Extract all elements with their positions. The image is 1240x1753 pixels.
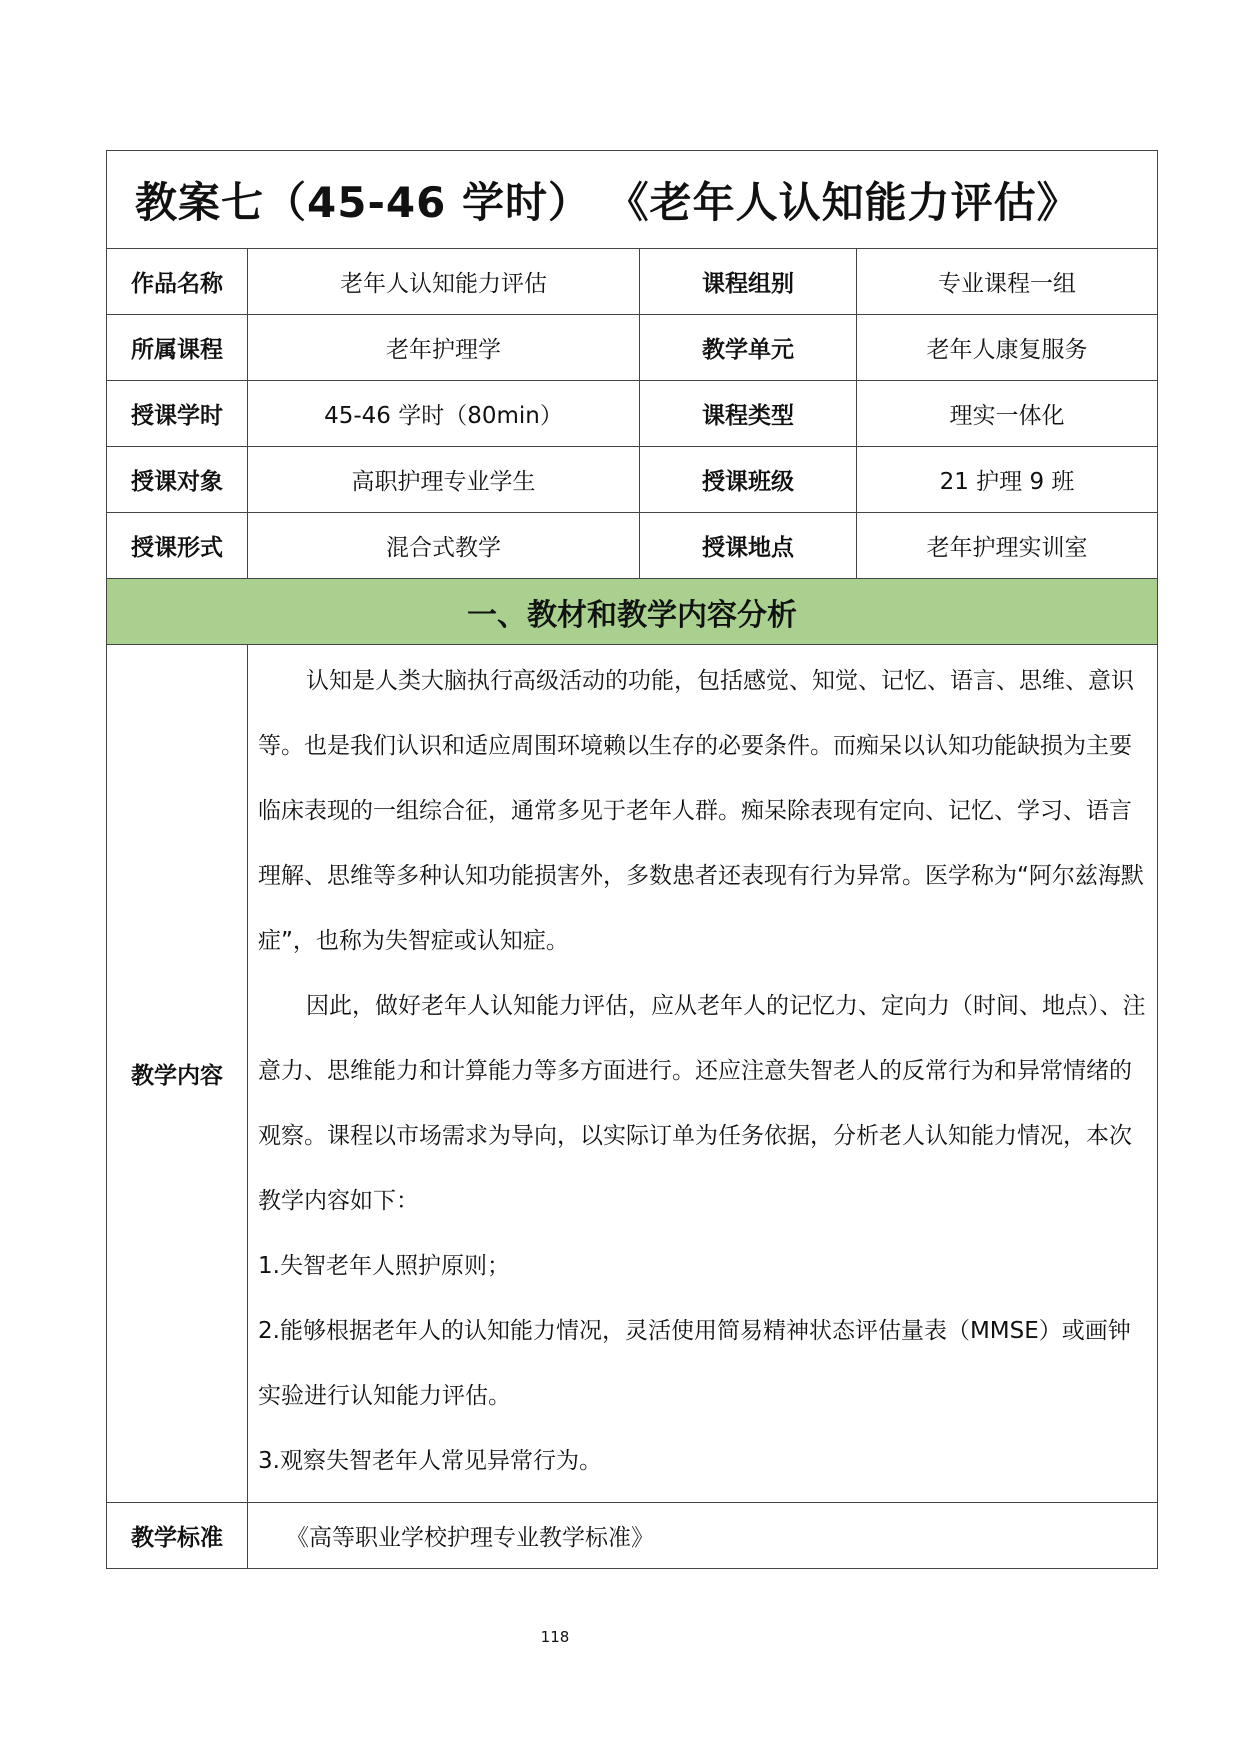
info-row — [107, 249, 1158, 315]
info-value: 高职护理专业学生 — [248, 447, 640, 513]
info-label: 授课班级 — [640, 447, 857, 513]
lesson-plan-table — [106, 150, 1158, 1569]
section-heading: 一、教材和教学内容分析 — [107, 579, 1158, 645]
info-label: 授课形式 — [107, 513, 248, 579]
content-paragraph: 认知是人类大脑执行高级活动的功能，包括感觉、知觉、记忆、语言、思维、意识等。也是我们认识和适应周围环境赖以生存的必要条件。而痴呆以认知功能缺损为主要临床表现的一组综合征，通常多见于老年人群。痴呆除表现有定向、记忆、学习、语言理解、思维等多种认知功能损害外，多数患者还表现有行为异常。医学称为“阿尔兹海默症”，也称为失智症或认知症。 — [258, 668, 1144, 954]
info-label: 课程类型 — [640, 381, 857, 447]
info-label: 授课地点 — [640, 513, 857, 579]
content-paragraph: 因此，做好老年人认知能力评估，应从老年人的记忆力、定向力（时间、地点）、注意力、思维能力和计算能力等多方面进行。还应注意失智老人的反常行为和异常情绪的观察。课程以市场需求为导向，以实际订单为任务依据，分析老人认知能力情况，本次教学内容如下： — [258, 993, 1146, 1214]
standard-label: 教学标准 — [107, 1503, 248, 1569]
info-value: 老年人认知能力评估 — [248, 249, 640, 315]
info-label: 授课学时 — [107, 381, 248, 447]
content-label: 教学内容 — [107, 645, 248, 1503]
content-item: 3.观察失智老年人常见异常行为。 — [258, 1448, 602, 1474]
info-label: 授课对象 — [107, 447, 248, 513]
info-value: 混合式教学 — [248, 513, 640, 579]
content-item: 1.失智老年人照护原则； — [258, 1253, 510, 1279]
info-label: 作品名称 — [107, 249, 248, 315]
info-value: 21 护理 9 班 — [857, 447, 1158, 513]
info-row — [107, 447, 1158, 513]
page-title: 教案七（45-46 学时） 《老年人认知能力评估》 — [107, 151, 1158, 249]
info-label: 课程组别 — [640, 249, 857, 315]
info-row — [107, 381, 1158, 447]
info-value: 老年护理学 — [248, 315, 640, 381]
info-label: 教学单元 — [640, 315, 857, 381]
content-cell — [248, 645, 1158, 1503]
info-value: 45-46 学时（80min） — [248, 381, 640, 447]
info-row — [107, 513, 1158, 579]
info-row — [107, 315, 1158, 381]
info-value: 理实一体化 — [857, 381, 1158, 447]
page-number: 118 — [540, 1628, 570, 1646]
standard-value: 《高等职业学校护理专业教学标准》 — [248, 1503, 1158, 1569]
info-value: 专业课程一组 — [857, 249, 1158, 315]
info-value: 老年护理实训室 — [857, 513, 1158, 579]
info-label: 所属课程 — [107, 315, 248, 381]
info-value: 老年人康复服务 — [857, 315, 1158, 381]
content-item: 2.能够根据老年人的认知能力情况，灵活使用简易精神状态评估量表（MMSE）或画钟实验进行认知能力评估。 — [258, 1318, 1131, 1409]
